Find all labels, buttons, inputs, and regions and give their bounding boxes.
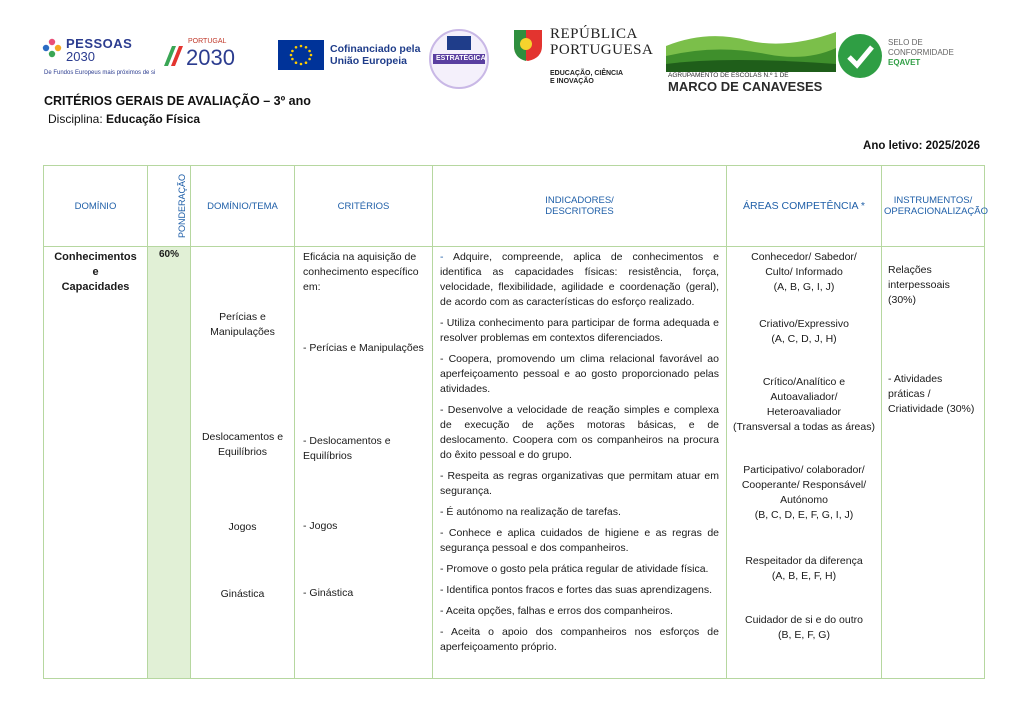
republica-portuguesa-logo xyxy=(512,26,662,90)
criteria-table xyxy=(43,165,988,679)
dominio-tema-cell xyxy=(191,247,295,679)
instrumento-item: - Atividades práticas / Criatividade (30%) xyxy=(888,373,975,415)
indicador-item: - Desenvolve a velocidade de reação simples e complexa de execução de ações motoras básicas, e de deslocamento. Coopera com os companheiros na procura do êxito pessoal e do grupo. xyxy=(440,404,719,461)
area-item: Crítico/Analítico e Autoavaliador/ Heteroavaliador (Transversal a todas as áreas) xyxy=(732,376,875,433)
criterio-item: - Ginástica xyxy=(303,587,354,599)
criterio-item: - Jogos xyxy=(303,520,338,532)
subject-name: Educação Física xyxy=(106,112,201,126)
agrupamento-line1: AGRUPAMENTO DE ESCOLAS N.º 1 DE xyxy=(668,72,789,79)
pessoas-word: PESSOAS xyxy=(66,36,133,51)
instrumento-item: Relações interpessoais (30%) xyxy=(888,264,950,306)
dominio-cell: Conhecimentos e Capacidades xyxy=(44,247,148,679)
criterios-cell xyxy=(295,247,433,679)
header-indicadores: INDICADORES/ DESCRITORES xyxy=(433,166,727,247)
check-circle-icon xyxy=(838,34,882,78)
flower-icon xyxy=(42,38,62,58)
indicador-item: - Promove o gosto pela prática regular de atividade física. xyxy=(440,563,709,575)
eqavet-line1: SELO DE xyxy=(888,38,923,47)
republica-line2: PORTUGUESA xyxy=(550,42,654,58)
criterio-item: - Deslocamentos e Equilíbrios xyxy=(303,435,391,462)
portugal-2030-big: 2030 xyxy=(186,45,235,70)
indicador-item: - Adquire, compreende, aplica de conhecimentos e identifica as capacidades físicas: resistência, força, velocidade, flexibilidade, agilidade e coordenação (geral), de acordo com as características do esforço realizado. xyxy=(440,251,719,308)
school-year: Ano letivo: 2025/2026 xyxy=(863,140,980,152)
pessoas-2030-logo xyxy=(40,36,156,84)
indicador-item: - Utiliza conhecimento para participar de forma adequada e resolver problemas em contextos diferenciados. xyxy=(440,317,719,344)
eqavet-logo xyxy=(838,34,980,78)
subject-label: Disciplina: xyxy=(48,112,103,126)
indicador-item: - Identifica pontos fracos e fortes das suas aprendizagens. xyxy=(440,584,712,596)
areas-cell xyxy=(727,247,882,679)
landscape-icon xyxy=(666,26,836,72)
header-ponderacao: PONDERAÇÃO xyxy=(148,166,191,247)
tema-item: Perícias e Manipulações xyxy=(210,311,275,338)
header-criterios: CRITÉRIOS xyxy=(295,166,433,247)
eu-line1: Cofinanciado pela xyxy=(330,43,421,55)
area-item: Participativo/ colaborador/ Cooperante/ Responsável/ Autónomo (B, C, D, E, F, G, I, J) xyxy=(741,464,867,521)
criterio-item: Eficácia na aquisição de conhecimento específico em: xyxy=(303,251,419,293)
eu-flag-icon xyxy=(278,40,324,70)
tema-item: Jogos xyxy=(228,521,257,533)
area-item: Respeitador da diferença (A, B, E, F, H) xyxy=(745,555,863,582)
indicador-item: - É autónomo na realização de tarefas. xyxy=(440,506,621,518)
table-header-row xyxy=(44,166,985,247)
indicador-item: - Respeita as regras organizativas que permitam atuar em segurança. xyxy=(440,470,719,497)
indicador-item: - Conhece e aplica cuidados de higiene e as regras de segurança pessoal e dos companheiros. xyxy=(440,527,719,554)
logo-strip xyxy=(40,22,1000,94)
republica-sub2: E INOVAÇÃO xyxy=(550,78,594,85)
indicador-item: - Coopera, promovendo um clima relacional favorável ao aperfeiçoamento pessoal e ao gosto proporcionado pelas atividades. xyxy=(440,353,719,395)
tema-item: Deslocamentos e Equilíbrios xyxy=(201,431,284,458)
area-item: Cuidador de si e do outro (B, E, F, G) xyxy=(745,614,863,641)
header-dominio-tema: DOMÍNIO/TEMA xyxy=(191,166,295,247)
portugal-mark-icon xyxy=(162,44,184,68)
indicador-item: - Aceita opções, falhas e erros dos companheiros. xyxy=(440,605,673,617)
pessoas-year: 2030 xyxy=(66,49,95,64)
indicador-item: - Aceita o apoio dos companheiros nos esforços de aperfeiçoamento próprio. xyxy=(440,626,719,653)
tema-item: Ginástica xyxy=(220,588,265,600)
header-instrumentos: INSTRUMENTOS/ OPERACIONALIZAÇÃO xyxy=(882,166,985,247)
agrupamento-marco-logo xyxy=(666,26,836,92)
portugal-2030-logo xyxy=(162,38,252,74)
estrategica-badge xyxy=(425,28,493,90)
criterio-item: - Perícias e Manipulações xyxy=(303,342,424,354)
table-row xyxy=(44,247,985,679)
republica-emblem-icon xyxy=(512,28,544,62)
eu-line2: União Europeia xyxy=(330,55,408,67)
republica-line1: REPÚBLICA xyxy=(550,26,638,42)
eu-cofinanciado-logo xyxy=(278,40,428,70)
pessoas-tagline: De Fundos Europeus mais próximos de si xyxy=(44,70,156,76)
eqavet-line2: CONFORMIDADE xyxy=(888,48,954,57)
agrupamento-line2: MARCO DE CANAVESES xyxy=(668,79,823,94)
ponderacao-cell: 60% xyxy=(148,247,191,679)
document-title: CRITÉRIOS GERAIS DE AVALIAÇÃO – 3º ano xyxy=(44,94,311,108)
area-item: Conhecedor/ Sabedor/ Culto/ Informado (A, B, G, I, J) xyxy=(751,251,857,293)
portugal-2030-small: PORTUGAL xyxy=(188,38,227,45)
header-areas: ÁREAS COMPETÊNCIA * xyxy=(727,166,882,247)
badge-text: ESTRATÉGICA xyxy=(436,55,486,62)
republica-sub1: EDUCAÇÃO, CIÊNCIA xyxy=(550,70,624,77)
eqavet-line3: EQAVET xyxy=(888,58,921,67)
subject-line xyxy=(48,112,200,126)
area-item: Criativo/Expressivo (A, C, D, J, H) xyxy=(759,318,849,345)
indicadores-cell xyxy=(433,247,727,679)
header-dominio: DOMÍNIO xyxy=(44,166,148,247)
instrumentos-cell xyxy=(882,247,985,679)
